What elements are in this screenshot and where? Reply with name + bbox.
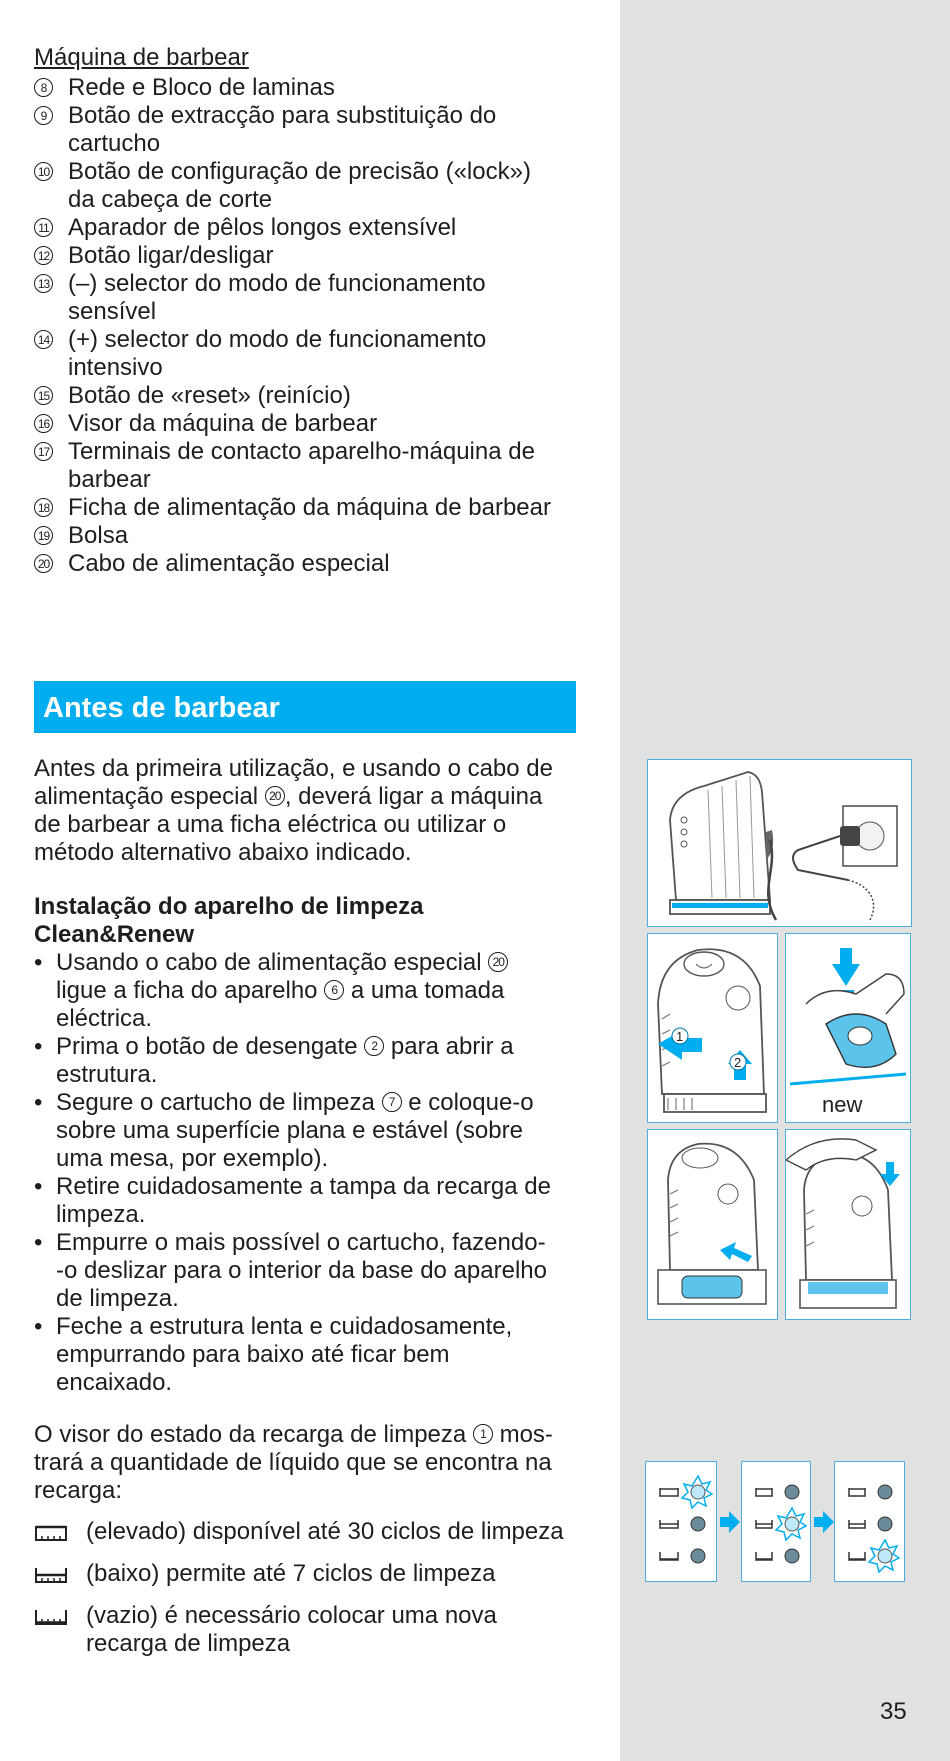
level-high-icon [34, 1524, 68, 1542]
step-text: -o deslizar para o interior da base do aparelho [56, 1257, 547, 1284]
level-indicator-high [645, 1461, 717, 1582]
list-item [34, 1089, 579, 1173]
step-text: Prima o botão de desengate [56, 1033, 365, 1060]
page-number: 35 [880, 1698, 907, 1725]
ref-number: 20 [265, 786, 285, 806]
step-text: limpeza. [56, 1201, 146, 1228]
item-text: Botão de extracção para substituição do [68, 102, 497, 129]
bullet: • [34, 1089, 43, 1116]
visor-text: trará a quantidade de líquido que se encontra na [34, 1449, 552, 1476]
item-number: 14 [34, 330, 53, 349]
list-item [34, 1602, 594, 1658]
ref-number: 6 [324, 980, 344, 1000]
open-station-illustration [648, 934, 776, 1121]
step-text: de limpeza. [56, 1285, 179, 1312]
intro-text: , deverá ligar a máquina [284, 783, 543, 810]
bullet: • [34, 1033, 43, 1060]
list-item [34, 1229, 579, 1313]
step-text: a uma tomada [344, 977, 505, 1004]
intro-text: Antes da primeira utilização, e usando o cabo de [34, 755, 553, 782]
figure-close-lid [785, 1129, 911, 1320]
intro-paragraph [34, 755, 579, 867]
item-number: 19 [34, 526, 53, 545]
ref-number: 7 [382, 1092, 402, 1112]
list-item [34, 1518, 594, 1546]
figure-open-lid [647, 933, 778, 1123]
item-text: intensivo [68, 354, 163, 381]
indicator-empty-illustration [835, 1462, 903, 1580]
arrow-right-icon [814, 1511, 834, 1533]
step-text: sobre uma superfície plana e estável (sobre [56, 1117, 523, 1144]
new-label: new [822, 1092, 863, 1117]
ref-number: 20 [488, 952, 508, 972]
list-item [34, 214, 579, 242]
level-low-icon [34, 1566, 68, 1584]
item-number: 8 [34, 78, 53, 97]
item-number: 9 [34, 106, 53, 125]
step-text: ligue a ficha do aparelho [56, 977, 325, 1004]
level-indicator-empty [834, 1461, 905, 1582]
list-item [34, 242, 579, 270]
step-2-label: 2 [734, 1055, 742, 1070]
item-number: 10 [34, 162, 53, 181]
list-item [34, 1033, 579, 1089]
step-text: empurrando para baixo até ficar bem [56, 1341, 450, 1368]
step-text: encaixado. [56, 1369, 173, 1396]
heading-text: Clean&Renew [34, 921, 195, 948]
installation-heading [34, 893, 579, 949]
list-item [34, 1560, 594, 1588]
step-text: Retire cuidadosamente a tampa da recarga de [56, 1173, 551, 1200]
list-item [34, 270, 579, 326]
level-text: (baixo) permite até 7 ciclos de limpeza [86, 1560, 496, 1587]
item-text: Botão de configuração de precisão («lock») [68, 158, 531, 185]
item-text: barbear [68, 466, 151, 493]
list-item [34, 1173, 579, 1229]
visor-text: mos- [492, 1421, 553, 1448]
item-number: 13 [34, 274, 53, 293]
item-text: cartucho [68, 130, 161, 157]
step-text: uma mesa, por exemplo). [56, 1145, 329, 1172]
section-title: Antes de barbear [43, 692, 280, 724]
list-item [34, 949, 579, 1033]
item-number: 18 [34, 498, 53, 517]
visor-text: recarga: [34, 1477, 123, 1504]
close-lid-illustration [786, 1130, 909, 1318]
cartridge-illustration [786, 934, 909, 1121]
figure-new-cartridge [785, 933, 911, 1123]
visor-text: O visor do estado da recarga de limpeza [34, 1421, 473, 1448]
step-text: estrutura. [56, 1061, 158, 1088]
list-item [34, 1313, 579, 1397]
visor-paragraph [34, 1421, 579, 1505]
ref-number: 1 [473, 1424, 493, 1444]
shaver-parts-section [34, 44, 579, 578]
item-number: 15 [34, 386, 53, 405]
item-text: Cabo de alimentação especial [68, 550, 390, 577]
list-item [34, 550, 579, 578]
item-number: 16 [34, 414, 53, 433]
ref-number: 2 [364, 1036, 384, 1056]
item-text: Terminais de contacto aparelho-máquina de [68, 438, 535, 465]
item-text: Botão de «reset» (reinício) [68, 382, 351, 409]
item-number: 20 [34, 554, 53, 573]
level-indicator-low [741, 1461, 811, 1582]
list-item [34, 494, 579, 522]
cleaning-station-plug-illustration [648, 760, 910, 925]
level-list [34, 1518, 594, 1672]
list-item [34, 102, 579, 158]
step-1-label: 1 [676, 1029, 684, 1044]
step-text: eléctrica. [56, 1005, 153, 1032]
bullet: • [34, 949, 43, 976]
list-item [34, 74, 579, 102]
level-text: (vazio) é necessário colocar uma nova [86, 1602, 497, 1629]
bullet: • [34, 1173, 43, 1200]
insert-cartridge-illustration [648, 1130, 776, 1318]
bullet: • [34, 1313, 43, 1340]
item-text: (–) selector do modo de funcionamento [68, 270, 486, 297]
list-item [34, 522, 579, 550]
indicator-low-illustration [742, 1462, 809, 1580]
list-item [34, 410, 579, 438]
item-text: da cabeça de corte [68, 186, 273, 213]
item-text: Aparador de pêlos longos extensível [68, 214, 457, 241]
item-text: Bolsa [68, 522, 129, 549]
item-number: 11 [34, 218, 53, 237]
shaver-heading: Máquina de barbear [34, 44, 249, 71]
indicator-high-illustration [646, 1462, 715, 1580]
list-item [34, 382, 579, 410]
bullet: • [34, 1229, 43, 1256]
level-empty-icon [34, 1608, 68, 1626]
item-text: (+) selector do modo de funcionamento [68, 326, 487, 353]
heading-text: Instalação do aparelho de limpeza [34, 893, 424, 920]
figure-plug-in [647, 759, 912, 927]
item-number: 12 [34, 246, 53, 265]
list-item [34, 326, 579, 382]
item-text: Ficha de alimentação da máquina de barbear [68, 494, 551, 521]
intro-text: alimentação especial [34, 783, 265, 810]
item-text: Botão ligar/desligar [68, 242, 274, 269]
installation-steps [34, 949, 579, 1397]
shaver-parts-list [34, 74, 579, 578]
level-text: (elevado) disponível até 30 ciclos de limpeza [86, 1518, 564, 1545]
step-text: Empurre o mais possível o cartucho, fazendo- [56, 1229, 546, 1256]
intro-text: método alternativo abaixo indicado. [34, 839, 412, 866]
figure-insert-cartridge [647, 1129, 778, 1320]
item-text: Visor da máquina de barbear [68, 410, 378, 437]
step-text: e coloque-o [401, 1089, 534, 1116]
item-text: Rede e Bloco de laminas [68, 74, 335, 101]
step-text: Usando o cabo de alimentação especial [56, 949, 489, 976]
intro-text: de barbear a uma ficha eléctrica ou utilizar o [34, 811, 507, 838]
list-item [34, 158, 579, 214]
item-number: 17 [34, 442, 53, 461]
step-text: para abrir a [384, 1033, 514, 1060]
section-banner [34, 681, 576, 733]
step-text: Feche a estrutura lenta e cuidadosamente, [56, 1313, 513, 1340]
item-text: sensível [68, 298, 157, 325]
step-text: Segure o cartucho de limpeza [56, 1089, 382, 1116]
list-item [34, 438, 579, 494]
arrow-right-icon [720, 1511, 740, 1533]
level-text: recarga de limpeza [86, 1630, 291, 1657]
